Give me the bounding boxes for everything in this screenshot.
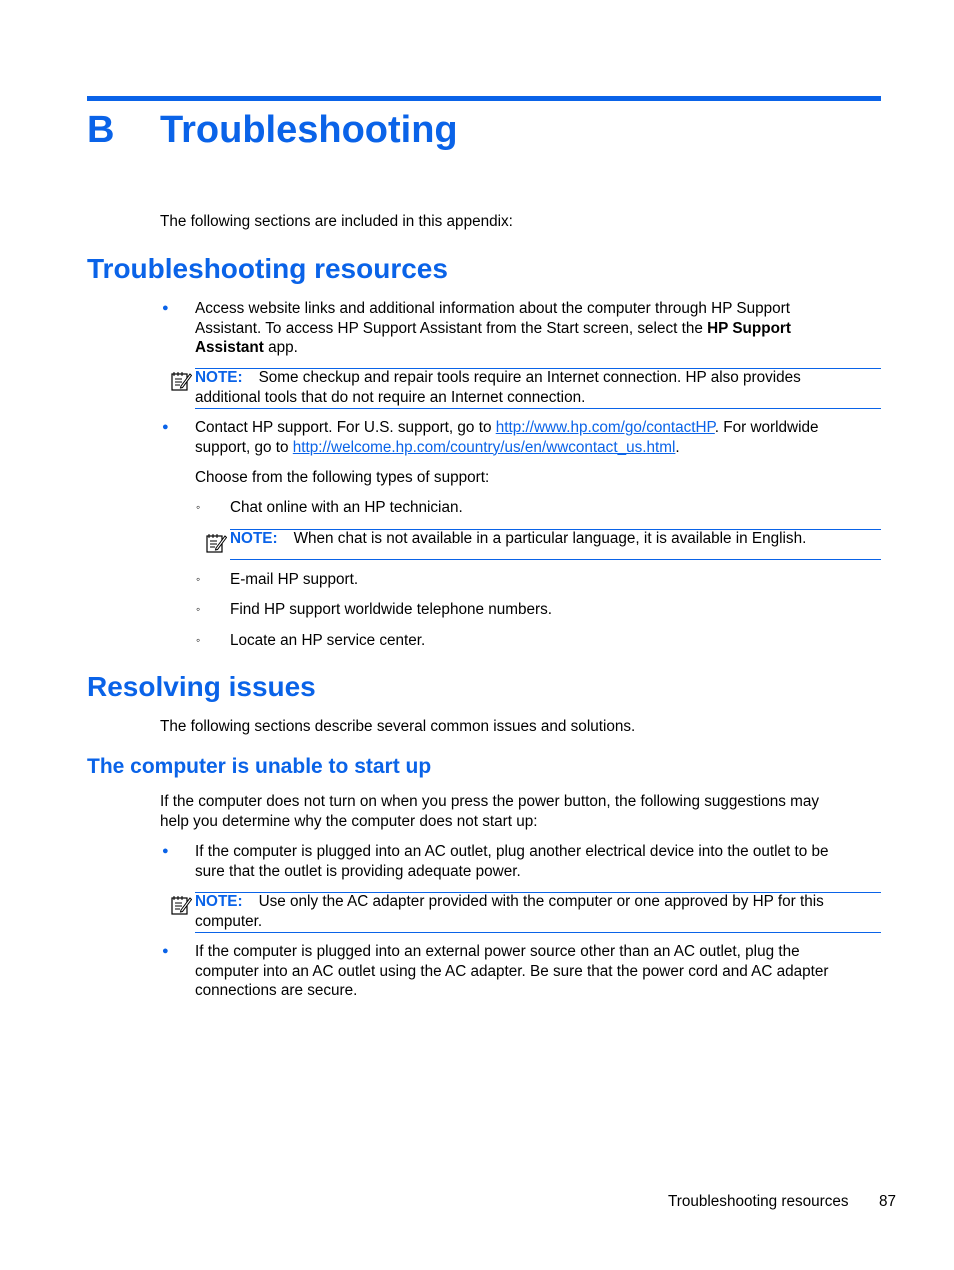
- sub-item-phone: Find HP support worldwide telephone numbers.: [230, 601, 552, 618]
- note-icon: [205, 532, 227, 554]
- sub-bullet-marker: ◦: [196, 602, 201, 616]
- contact-hp-link[interactable]: http://www.hp.com/go/contactHP: [495, 419, 715, 436]
- note-bottom-rule: [195, 932, 881, 933]
- startup-paragraph: If the computer does not turn on when you press the power button, the following suggestions may help you determine why the computer does not start up:: [160, 793, 820, 830]
- bullet-marker: ●: [162, 845, 169, 857]
- sub-item-service-center: Locate an HP service center.: [230, 632, 426, 649]
- footer-page-number: 87: [879, 1193, 897, 1210]
- bullet-contact-support: Contact HP support. For U.S. support, go to http://www.hp.com/go/contactHP. For worldwide support, go to http://welcome.hp.com/country/us/en/wwcontact_us.html.: [195, 419, 819, 456]
- section-heading-resolving-issues: Resolving issues: [87, 671, 316, 702]
- sub-item-chat: Chat online with an HP technician.: [230, 499, 463, 516]
- bullet-ac-outlet: If the computer is plugged into an AC outlet, plug another electrical device into the outlet to be sure that the outlet is providing adequate power.: [195, 843, 829, 880]
- bullet-external-power: If the computer is plugged into an external power source other than an AC outlet, plug the computer into an AC outlet using the AC adapter. Be sure that the power cord and AC adapter connections are secure.: [195, 943, 829, 999]
- sub-item-email: E-mail HP support.: [230, 571, 359, 588]
- bullet-support-assistant: Access website links and additional information about the computer through HP Support Assistant. To access HP Support Assistant from the Start screen, select the HP Support Assistant app.: [195, 300, 791, 356]
- resolving-intro: The following sections describe several common issues and solutions.: [160, 718, 636, 735]
- section-heading-troubleshooting-resources: Troubleshooting resources: [87, 253, 448, 284]
- sub-bullet-marker: ◦: [196, 633, 201, 647]
- sub-bullet-marker: ◦: [196, 500, 201, 514]
- note-icon: [170, 894, 192, 916]
- chapter-rule: [87, 96, 881, 101]
- note-internet-tools: NOTE: Some checkup and repair tools require an Internet connection. HP also provides additional tools that do not require an Internet connection.: [195, 369, 801, 406]
- note-bottom-rule: [230, 559, 881, 560]
- sub-bullet-marker: ◦: [196, 572, 201, 586]
- note-chat-language: NOTE: When chat is not available in a particular language, it is available in English.: [230, 530, 807, 547]
- choose-support-text: Choose from the following types of support:: [195, 469, 490, 486]
- intro-text: The following sections are included in this appendix:: [160, 213, 513, 230]
- note-ac-adapter: NOTE: Use only the AC adapter provided with the computer or one approved by HP for this computer.: [195, 893, 824, 930]
- subsection-heading-unable-to-start: The computer is unable to start up: [87, 755, 432, 778]
- bullet-marker: ●: [162, 302, 169, 314]
- chapter-letter: B: [87, 109, 115, 151]
- note-bottom-rule: [195, 408, 881, 409]
- chapter-title: Troubleshooting: [160, 109, 458, 151]
- footer-section-title: Troubleshooting resources: [668, 1193, 849, 1210]
- note-icon: [170, 370, 192, 392]
- bullet-marker: ●: [162, 945, 169, 957]
- bullet-marker: ●: [162, 421, 169, 433]
- worldwide-contact-link[interactable]: http://welcome.hp.com/country/us/en/wwcontact_us.html: [292, 438, 676, 456]
